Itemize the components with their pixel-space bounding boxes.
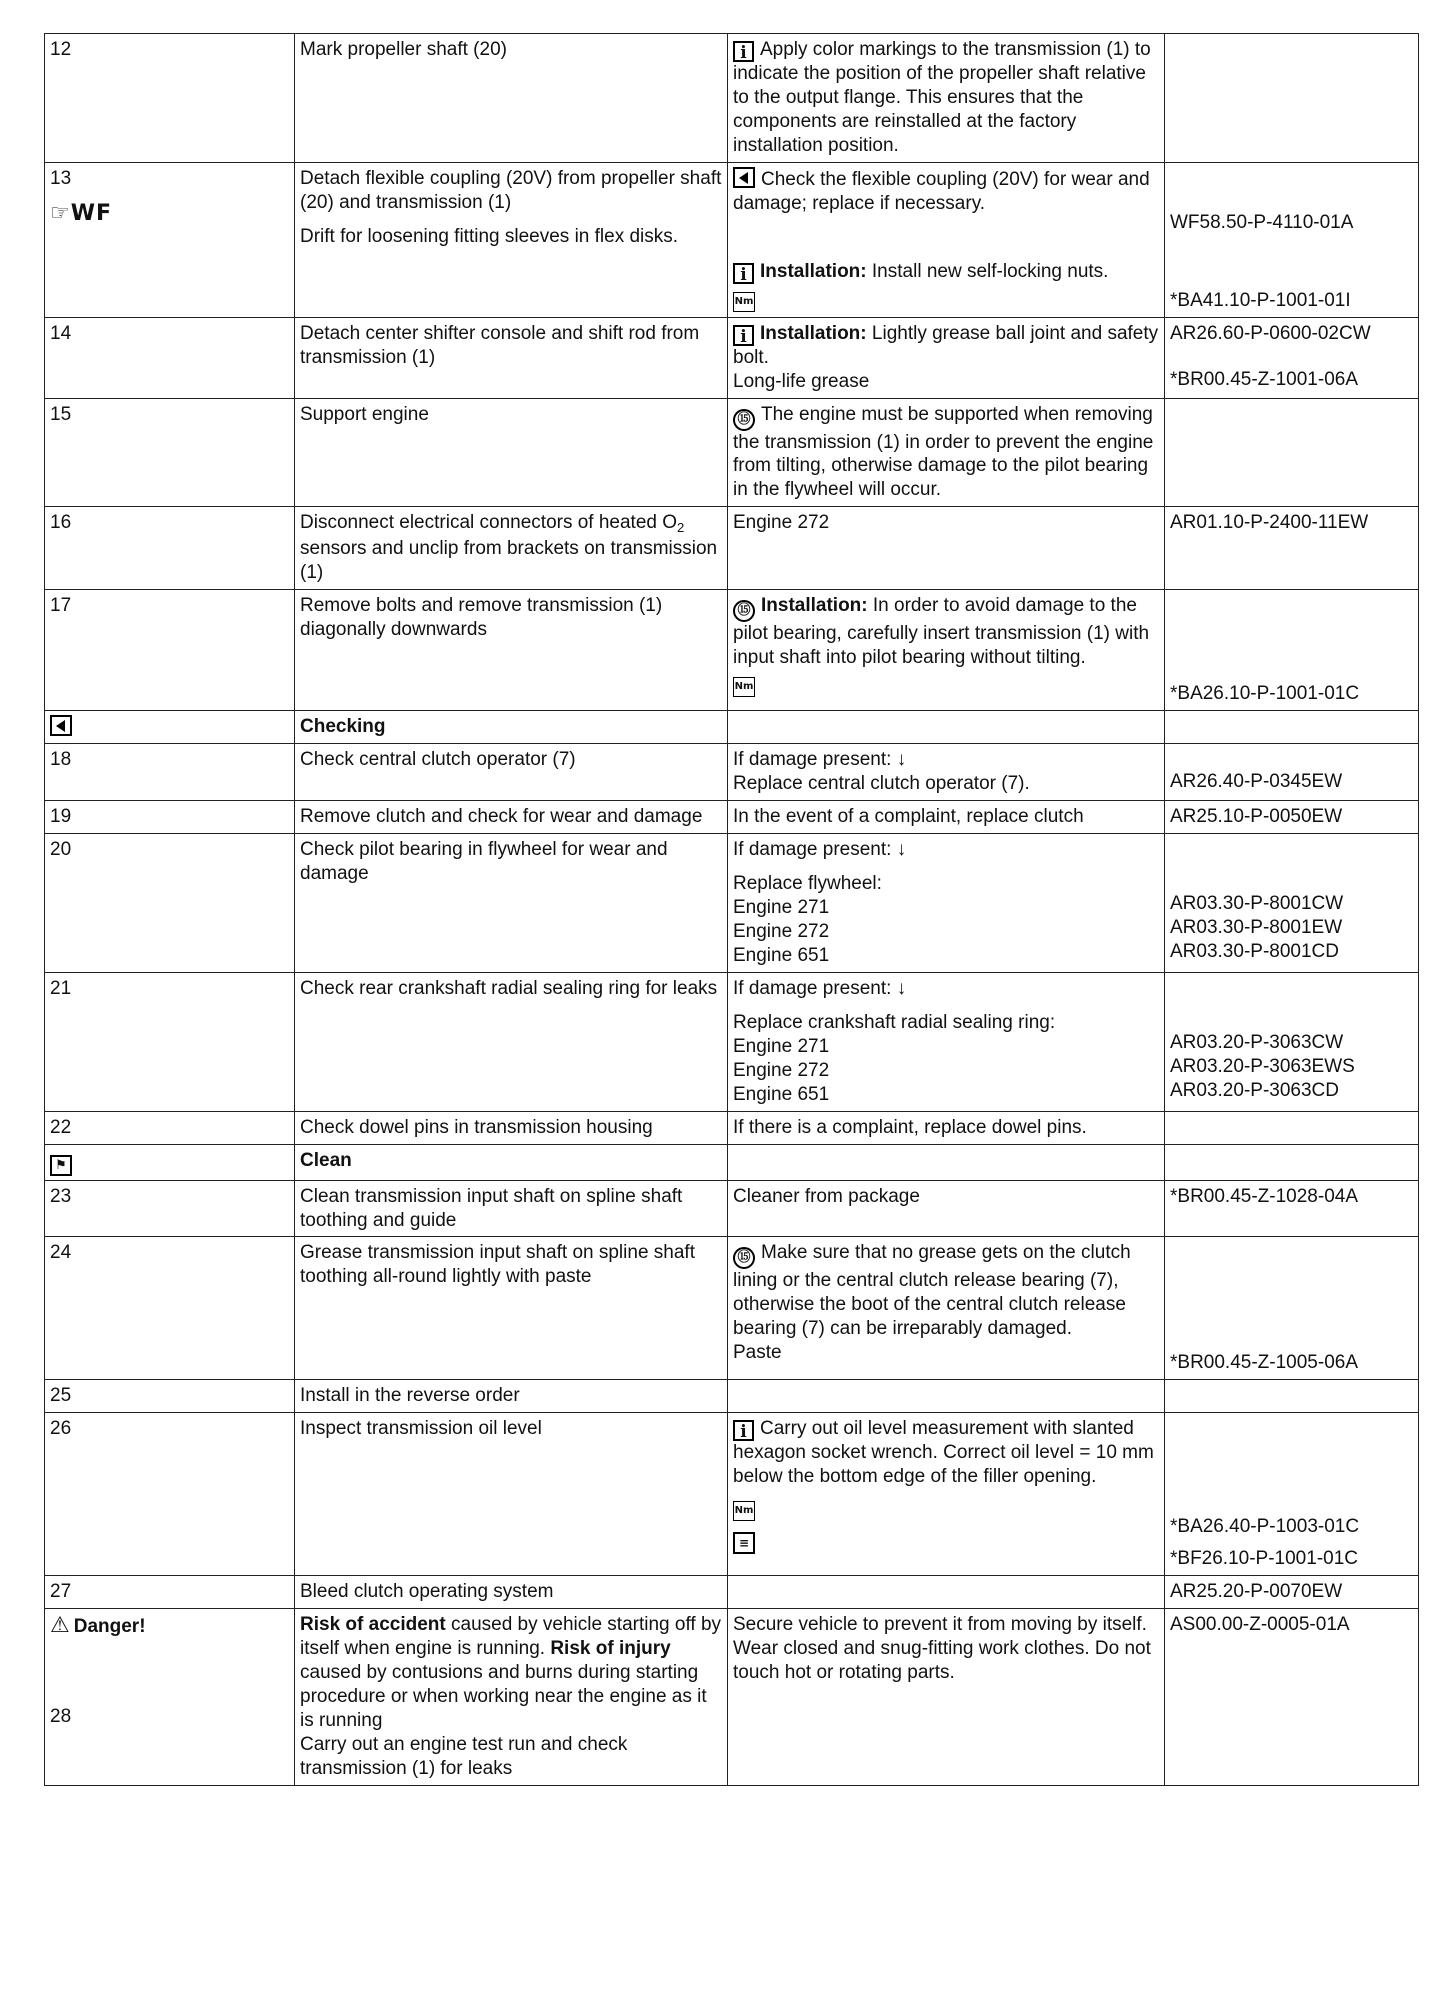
table-row (45, 162, 1419, 317)
step-reference (1165, 34, 1419, 163)
step-reference: AR03.30-P-8001CW AR03.30-P-8001EW AR03.30-P-8001CD (1165, 834, 1419, 973)
step-action: Risk of accident caused by vehicle starting off by itself when engine is running. Risk of injury caused by contusions and burns during starting procedure or when working near the engine as it is running Carry out an engine test run and check transmission (1) for leaks (295, 1609, 728, 1786)
step-reference: *BA26.10-P-1001-01C (1165, 589, 1419, 710)
section-icon-cell (45, 710, 295, 744)
material: Long-life grease (733, 370, 870, 392)
step-number: 26 (45, 1413, 295, 1576)
material: Paste (733, 1342, 782, 1364)
step-note: Engine 272 (728, 507, 1165, 589)
torque-nm-icon: Nm (733, 1501, 755, 1521)
step-number: 27 (45, 1576, 295, 1609)
step-action: Clean transmission input shaft on spline shaft toothing and guide (295, 1180, 728, 1237)
step-reference (1165, 398, 1419, 507)
table-row (45, 1111, 1419, 1144)
info-icon: i (733, 263, 754, 284)
table-row (45, 317, 1419, 398)
step-note: If damage present: ↓ Replace crankshaft radial sealing ring: Engine 271 Engine 272 Engine 651 (728, 972, 1165, 1111)
info-icon: i (733, 1420, 754, 1441)
step-note: i Carry out oil level measurement with slanted hexagon socket wrench. Correct oil level = 10 mm below the bottom edge of the filler opening. Nm ≡ (728, 1413, 1165, 1576)
table-row (45, 1609, 1419, 1786)
step-note: In the event of a complaint, replace clutch (728, 801, 1165, 834)
step-number: 23 (45, 1180, 295, 1237)
step-action: Detach center shifter console and shift rod from transmission (1) (295, 317, 728, 398)
table-row (45, 744, 1419, 801)
step-reference: *BR00.45-Z-1028-04A (1165, 1180, 1419, 1237)
step-reference: AR03.20-P-3063CW AR03.20-P-3063EWS AR03.20-P-3063CD (1165, 972, 1419, 1111)
step-action: Remove bolts and remove transmission (1) diagonally downwards (295, 589, 728, 710)
step-number: 14 (45, 317, 295, 398)
step-note: ⑮ Make sure that no grease gets on the clutch lining or the central clutch release bearing (7), otherwise the boot of the central clutch release bearing (7) can be irreparably damaged. Paste (728, 1237, 1165, 1380)
step-note: i Installation: Lightly grease ball joint and safety bolt. Long-life grease (728, 317, 1165, 398)
step-note: ⑮ Installation: In order to avoid damage to the pilot bearing, carefully insert transmission (1) with input shaft into pilot bearing without tilting. Nm (728, 589, 1165, 710)
check-icon (50, 715, 72, 736)
table-row (45, 1380, 1419, 1413)
danger-label: Danger! (73, 1616, 146, 1638)
step-reference (1165, 162, 1419, 317)
section-row (45, 710, 1419, 744)
step-number: 15 (45, 398, 295, 507)
step-note: If there is a complaint, replace dowel pins. (728, 1111, 1165, 1144)
step-action: Disconnect electrical connectors of heated $O_2$ sensors and unclip from brackets on transmission (1) (295, 507, 728, 589)
section-title: Clean (295, 1144, 728, 1180)
oil-capacity-icon: ≡ (733, 1532, 755, 1554)
environment-icon: ⑮ (733, 1247, 755, 1269)
torque-nm-icon: Nm (733, 292, 755, 312)
table-row (45, 1413, 1419, 1576)
step-reference: AR25.10-P-0050EW (1165, 801, 1419, 834)
step-action: Bleed clutch operating system (295, 1576, 728, 1609)
tool-label: WF (70, 200, 113, 226)
step-action: Install in the reverse order (295, 1380, 728, 1413)
step-action: Remove clutch and check for wear and damage (295, 801, 728, 834)
step-action: Grease transmission input shaft on spline shaft toothing all-round lightly with paste (295, 1237, 728, 1380)
arrow-down-icon: ↓ (896, 749, 907, 771)
info-icon: i (733, 325, 754, 346)
step-reference: AR26.60-P-0600-02CW *BR00.45-Z-1001-06A (1165, 317, 1419, 398)
environment-icon: ⑮ (733, 600, 755, 622)
step-action: Mark propeller shaft (20) (295, 34, 728, 163)
step-number: 24 (45, 1237, 295, 1380)
step-action: Support engine (295, 398, 728, 507)
step-reference: AR01.10-P-2400-11EW (1165, 507, 1419, 589)
special-tool-icon: ☞ (50, 200, 71, 226)
table-row (45, 1576, 1419, 1609)
step-number: 17 (45, 589, 295, 710)
section-row (45, 1144, 1419, 1180)
danger-triangle-icon: ⚠ (50, 1613, 70, 1639)
step-note: Secure vehicle to prevent it from moving by itself. Wear closed and snug-fitting work clothes. Do not touch hot or rotating parts. (728, 1609, 1165, 1786)
step-reference: AR25.20-P-0070EW (1165, 1576, 1419, 1609)
step-number: 20 (45, 834, 295, 973)
table-row (45, 801, 1419, 834)
step-action: Detach flexible coupling (20V) from propeller shaft (20) and transmission (1) Drift for loosening fitting sleeves in flex disks. (295, 162, 728, 317)
arrow-down-icon: ↓ (896, 977, 907, 999)
step-number: 13 ☞WF (45, 162, 295, 317)
table-row (45, 34, 1419, 163)
step-action: Inspect transmission oil level (295, 1413, 728, 1576)
tool-reference: WF58.50-P-4110-01A (1170, 211, 1354, 233)
step-note: Check the flexible coupling (20V) for wear and damage; replace if necessary. i Installation: Install new self-locking nuts. Nm (728, 162, 1165, 317)
table-row (45, 589, 1419, 710)
step-note: If damage present: ↓ Replace flywheel: Engine 271 Engine 272 Engine 651 (728, 834, 1165, 973)
step-note: If damage present: ↓ Replace central clutch operator (7). (728, 744, 1165, 801)
step-action: Check central clutch operator (7) (295, 744, 728, 801)
step-number: 21 (45, 972, 295, 1111)
table-row (45, 507, 1419, 589)
step-note: ⑮ The engine must be supported when removing the transmission (1) in order to prevent the engine from tilting, otherwise damage to the pilot bearing in the flywheel will occur. (728, 398, 1165, 507)
step-number: 19 (45, 801, 295, 834)
table-row (45, 398, 1419, 507)
step-number: 22 (45, 1111, 295, 1144)
section-title: Checking (295, 710, 728, 744)
check-icon (733, 167, 755, 188)
step-number: 16 (45, 507, 295, 589)
step-reference: AR26.40-P-0345EW (1165, 744, 1419, 801)
step-action: Check pilot bearing in flywheel for wear and damage (295, 834, 728, 973)
environment-icon: ⑮ (733, 409, 755, 431)
step-number: 12 (45, 34, 295, 163)
table-row (45, 1180, 1419, 1237)
torque-reference: *BA41.10-P-1001-01I (1170, 289, 1351, 311)
table-row (45, 834, 1419, 973)
step-reference: *BA26.40-P-1003-01C *BF26.10-P-1001-01C (1165, 1413, 1419, 1576)
step-action: Check rear crankshaft radial sealing ring for leaks (295, 972, 728, 1111)
step-number: ⚠ Danger! 28 (45, 1609, 295, 1786)
tool-description: Drift for loosening fitting sleeves in flex disks. (300, 225, 679, 247)
step-reference: *BR00.45-Z-1005-06A (1165, 1237, 1419, 1380)
step-number: 18 (45, 744, 295, 801)
section-icon-cell (45, 1144, 295, 1180)
table-row (45, 1237, 1419, 1380)
step-action: Check dowel pins in transmission housing (295, 1111, 728, 1144)
procedure-table (44, 33, 1419, 1786)
arrow-down-icon: ↓ (896, 839, 907, 861)
torque-nm-icon: Nm (733, 677, 755, 697)
step-number: 25 (45, 1380, 295, 1413)
step-note: Cleaner from package (728, 1180, 1165, 1237)
step-reference: AS00.00-Z-0005-01A (1165, 1609, 1419, 1786)
table-row (45, 972, 1419, 1111)
clean-icon: ⚑ (50, 1155, 72, 1176)
info-icon: i (733, 41, 754, 62)
step-note: i Apply color markings to the transmission (1) to indicate the position of the propeller shaft relative to the output flange. This ensures that the components are reinstalled at the factory installation position. (728, 34, 1165, 163)
